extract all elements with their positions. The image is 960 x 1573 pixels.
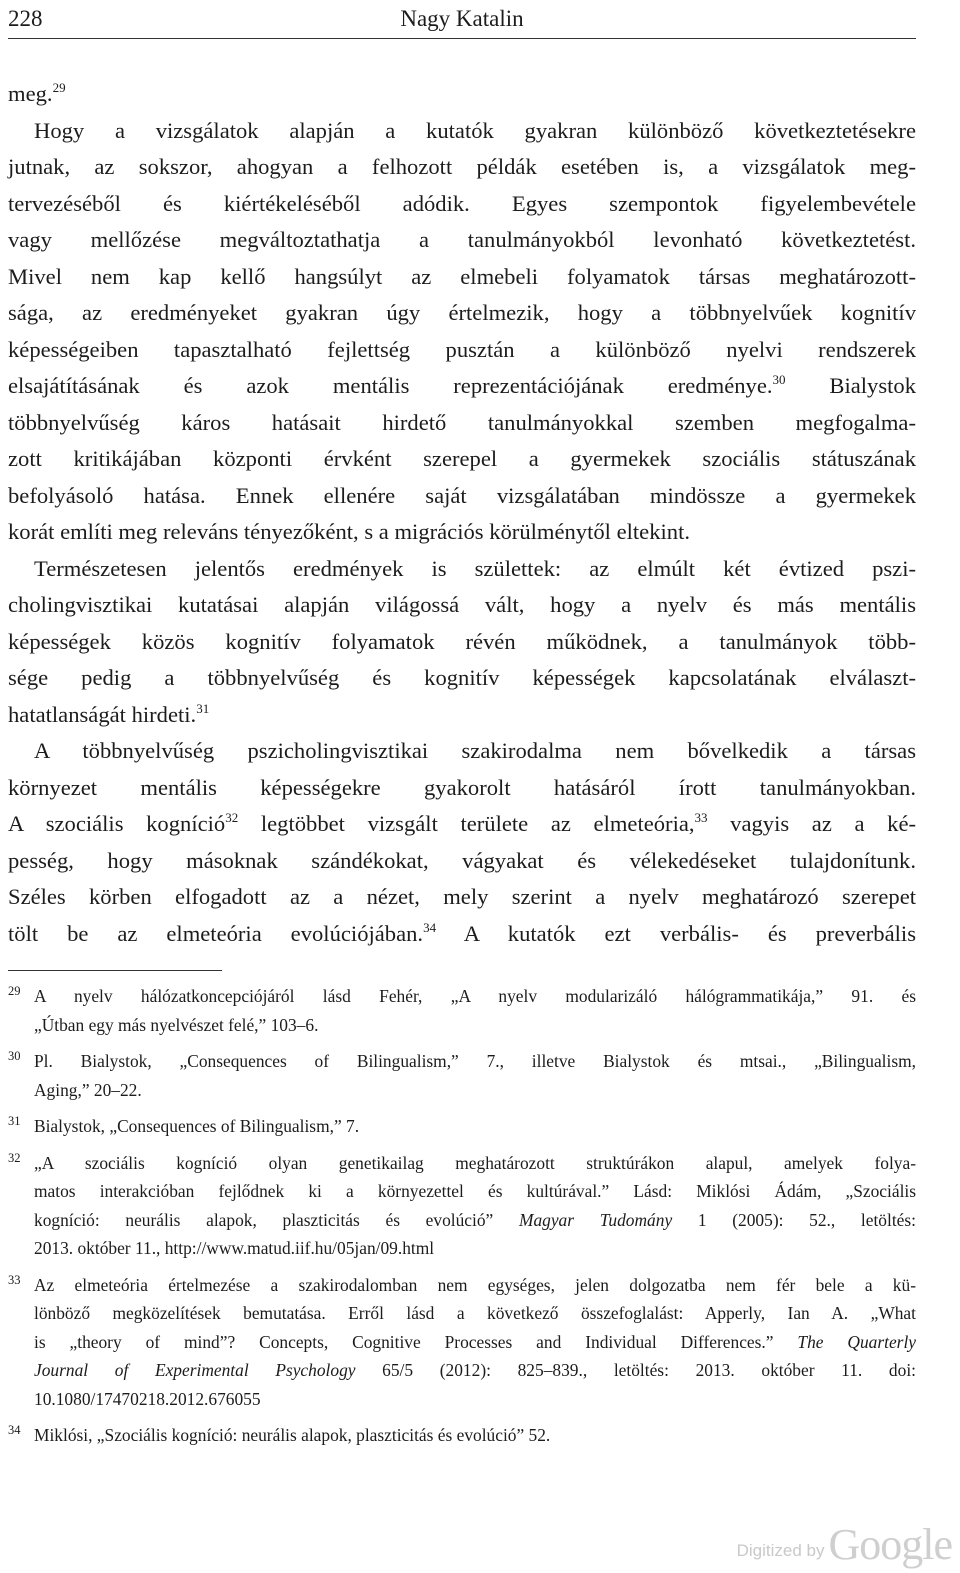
text-line: Mivel nem kap kellő hangsúlyt az elmebeli folyamatok társas meghatározott- [8,263,916,289]
footnote-line: matos interakcióban fejlődnek ki a környezettel és kultúrával.” Lásd: Miklósi Ádám, „Szociális [34,1181,916,1201]
text-line: meg.$^{29}$ [8,80,66,106]
footnote-line: Az elmeteória értelmezése a szakirodalomban nem egységes, jelen dolgozatba nem fér bele a kü- [34,1274,916,1295]
footnote-ref-30: 30 [772,372,786,387]
footnote-line: 2013. október 11., http://www.matud.iif.hu/05jan/09.html [34,1238,435,1258]
page-number: 228 [8,6,43,31]
text-line: vagy mellőzése megváltoztathatja a tanulmányokból levonható következtetést. [8,227,916,252]
text-line: sága, az eredményeket gyakran úgy értelmezik, hogy a többnyelvűek kognitív [8,300,916,325]
text-line: pesség, hogy másoknak szándékokat, vágyakat és vélekedéseket tulajdonítunk. [8,847,916,873]
text-line: tervezéséből és kiértékeléséből adódik. Egyes szempontok figyelembevétele [8,190,916,216]
text-line: képességek közös kognitív folyamatok révén működnek, a tanulmányok több- [8,628,916,654]
running-head-author: Nagy Katalin [400,6,524,31]
footnote-32 [8,1149,916,1263]
text-line: tölt be az elmeteória evolúciójában.$^{34}$ A kutatók ezt verbális- és preverbális [8,919,916,946]
journal-title: Magyar Tudomány [518,1209,673,1230]
text-line: Széles körben elfogadott az a nézet, mely szerint a nyelv meghatározó szerepet [8,884,916,909]
text-line: korát említi meg releváns tényezőként, s a migrációs körülménytől eltekint. [8,519,691,544]
page-header [8,4,916,39]
footnote-number: 32 [8,1150,21,1165]
footnote-line: Aging,” 20–22. [34,1079,142,1100]
footnote-line: lönböző megközelítések bemutatása. Erről lásd a következő összefoglalást: Apperly, Ian A. „What [34,1303,916,1323]
text-line: cholingvisztikai kutatásai alapján világossá vált, hogy a nyelv és más mentális [8,592,916,617]
text-line: A többnyelvűség pszicholingvisztikai szakirodalma nem bővelkedik a társas [34,738,916,763]
footnotes [8,982,916,1458]
footnote-number: 30 [8,1049,21,1063]
footnote-line: is „theory of mind”? Concepts, Cognitive Processes and Individual Differences.” The Quarterly [34,1331,917,1352]
text-line: környezet mentális képességekre gyakorolt hatásáról írott tanulmányokban. [8,774,916,800]
footnote-ref-31: 31 [196,700,210,716]
journal-title: The Quarterly [797,1331,917,1352]
footnote-31 [8,1112,916,1141]
text-line: sége pedig a többnyelvűség és kognitív képességek kapcsolatának elválaszt- [8,665,916,690]
footnote-ref-32: 32 [225,810,239,825]
footnote-number: 29 [8,984,21,998]
footnote-ref-34: 34 [423,919,437,935]
footnote-line: kogníció: neurális alapok, plaszticitás és evolúció” Magyar Tudomány 1 (2005): 52., letöltés: [34,1209,916,1230]
text-line: többnyelvűség káros hatásait hirdető tanulmányokkal szemben megfogalma- [8,409,916,435]
journal-title: Journal of Experimental Psychology [34,1360,356,1380]
text-line: jutnak, az sokszor, ahogyan a felhozott példák esetében is, a vizsgálatok meg- [8,154,916,179]
footnote-29 [8,982,916,1039]
footnote-number: 34 [8,1423,21,1437]
footnote-number: 31 [8,1114,21,1128]
google-logo: Google [828,1520,952,1569]
text-line: A szociális kogníció$^{32}$ legtöbbet vizsgált területe az elmeteória,$^{33}$ vagyis az a ké- [8,810,916,836]
text-line: Természetesen jelentős eredmények is születtek: az elmúlt két évtized pszi- [34,555,916,581]
text-line: Hogy a vizsgálatok alapján a kutatók gyakran különböző következtetésekre [34,117,916,143]
main-text [8,76,916,952]
footnote-line: 10.1080/17470218.2012.676055 [34,1388,261,1409]
footnote-34 [8,1421,916,1450]
text-line: képességeiben tapasztalható fejlettség pusztán a különböző nyelvi rendszerek [8,336,916,362]
watermark-prefix: Digitized by [736,1541,825,1560]
text-line: befolyásoló hatása. Ennek ellenére saját vizsgálatában mindössze a gyermekek [8,482,916,508]
footnote-line: Bialystok, „Consequences of Bilingualism,” 7. [34,1116,360,1136]
footnote-ref-33: 33 [694,810,708,825]
text-line: hatatlanságát hirdeti.$^{31}$ [8,700,210,727]
footnote-line: Pl. Bialystok, „Consequences of Bilingualism,” 7., illetve Bialystok és mtsai., „Bilingualism, [34,1051,916,1071]
footnote-33 [8,1271,916,1414]
text-line: elsajátításának és azok mentális reprezentációjának eredménye.$^{30}$ Bialystok [8,372,916,398]
footnote-ref-29: 29 [52,80,66,95]
footnote-line: „A szociális kogníció olyan genetikailag meghatározott struktúrákon alapul, amelyek folya- [34,1152,916,1173]
footnote-number: 33 [8,1272,21,1287]
footnote-30 [8,1047,916,1104]
footnote-line: A nyelv hálózatkoncepciójáról lásd Fehér, „A nyelv modularizáló hálógrammatikája,” 91. és [34,986,916,1006]
footnote-separator [8,970,222,971]
footnote-line: Miklósi, „Szociális kogníció: neurális alapok, plaszticitás és evolúció” 52. [34,1425,551,1445]
digitized-watermark [736,1520,952,1569]
footnote-line: „Útban egy más nyelvészet felé,” 103–6. [34,1014,319,1035]
text-line: zott kritikájában központi érvként szerepel a gyermekek szociális státuszának [8,446,916,471]
footnote-line: Journal of Experimental Psychology 65/5 (2012): 825–839., letöltés: 2013. október 11. doi: [34,1360,916,1380]
